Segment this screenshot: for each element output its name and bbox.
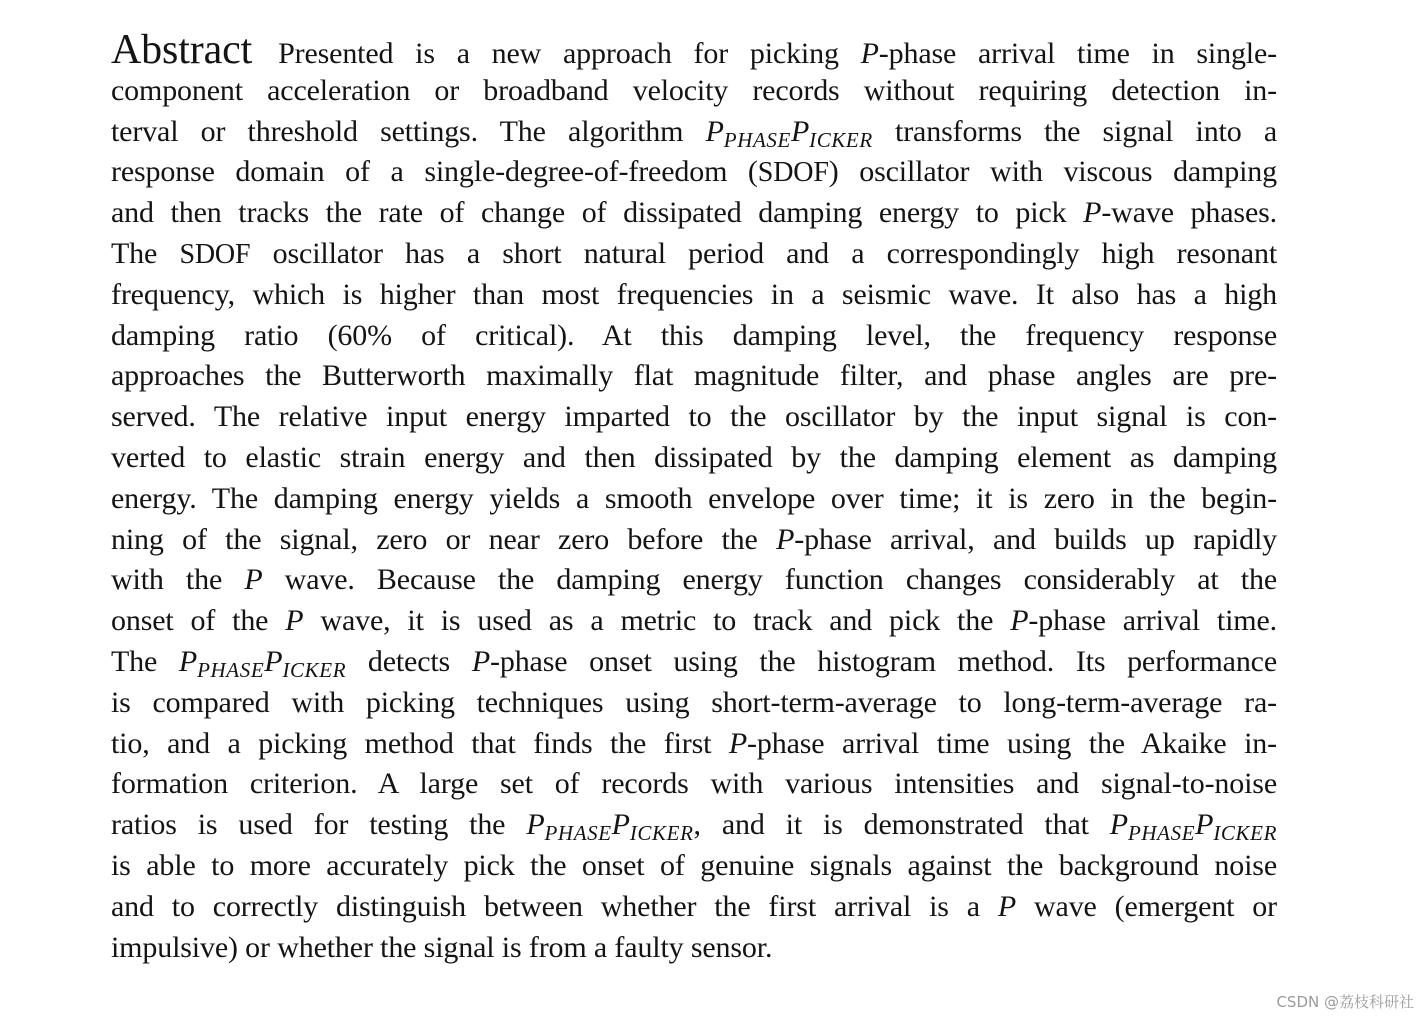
pphasepicker-symbol: $P_{PHASE}P_{ICKER}$ [178, 644, 347, 682]
abstract-heading: Abstract [111, 27, 253, 73]
abstract-line-16: The $P_{PHASE}P_{ICKER}$ detects P-phase onset using the histogram method. Its performance [111, 644, 1278, 682]
abstract-block [111, 27, 1278, 968]
abstract-line-12: energy. The damping energy yields a smooth envelope over time; it is zero in the begin- [111, 481, 1277, 515]
abstract-line-3: terval or threshold settings. The algorithm $P_{PHASE}P_{ICKER}$ transforms the signal into a [111, 114, 1277, 152]
watermark: CSDN @荔枝科研社 [1276, 993, 1414, 1011]
abstract-line-22: and to correctly distinguish between whether the first arrival is a P wave (emergent or [111, 889, 1277, 923]
abstract-line-10: served. The relative input energy imparted to the oscillator by the input signal is con- [111, 400, 1277, 434]
abstract-line-17: is compared with picking techniques using short-term-average to long-term-average ra- [111, 685, 1277, 719]
abstract-line-5: and then tracks the rate of change of dissipated damping energy to pick P-wave phases. [111, 196, 1277, 230]
abstract-line-15: onset of the P wave, it is used as a metric to track and pick the P-phase arrival time. [111, 604, 1277, 638]
abstract-line-14: with the P wave. Because the damping energy function changes considerably at the [111, 563, 1277, 597]
abstract-line-21: is able to more accurately pick the onset of genuine signals against the background noise [111, 848, 1277, 882]
abstract-line-11: verted to elastic strain energy and then dissipated by the damping element as damping [111, 440, 1277, 474]
abstract-line-23: impulsive) or whether the signal is from a faulty sensor. [111, 930, 773, 964]
pphasepicker-symbol: $P_{PHASE}P_{ICKER}$ [705, 114, 873, 152]
abstract-line-20: ratios is used for testing the $P_{PHASE}P_{ICKER}$, and it is demonstrated that $P_{PHASE}P_{ICKER}$ [111, 808, 1277, 846]
abstract-line-8: damping ratio (60% of critical). At this damping level, the frequency response [111, 318, 1277, 352]
abstract-line-1 [111, 27, 1277, 73]
pphasepicker-symbol: $P_{PHASE}P_{ICKER}$ [1109, 808, 1277, 846]
abstract-line-19: formation criterion. A large set of records with various intensities and signal-to-noise [111, 767, 1277, 801]
abstract-line-9: approaches the Butterworth maximally flat magnitude filter, and phase angles are pre- [111, 359, 1277, 393]
abstract-line-6: The SDOF oscillator has a short natural period and a correspondingly high resonant [111, 236, 1278, 270]
abstract-line-4: response domain of a single-degree-of-freedom (SDOF) oscillator with viscous damping [111, 155, 1277, 189]
abstract-line-7: frequency, which is higher than most frequencies in a seismic wave. It also has a high [111, 277, 1277, 311]
line-text: Presented is a new approach for picking P-phase arrival time in single- [278, 37, 1277, 70]
abstract-line-18: tio, and a picking method that finds the first P-phase arrival time using the Akaike in- [111, 726, 1277, 760]
abstract-line-13: ning of the signal, zero or near zero before the P-phase arrival, and builds up rapidly [111, 522, 1277, 556]
pphasepicker-symbol: $P_{PHASE}P_{ICKER}$ [526, 808, 694, 846]
abstract-line-2: component acceleration or broadband velocity records without requiring detection in- [111, 73, 1277, 107]
